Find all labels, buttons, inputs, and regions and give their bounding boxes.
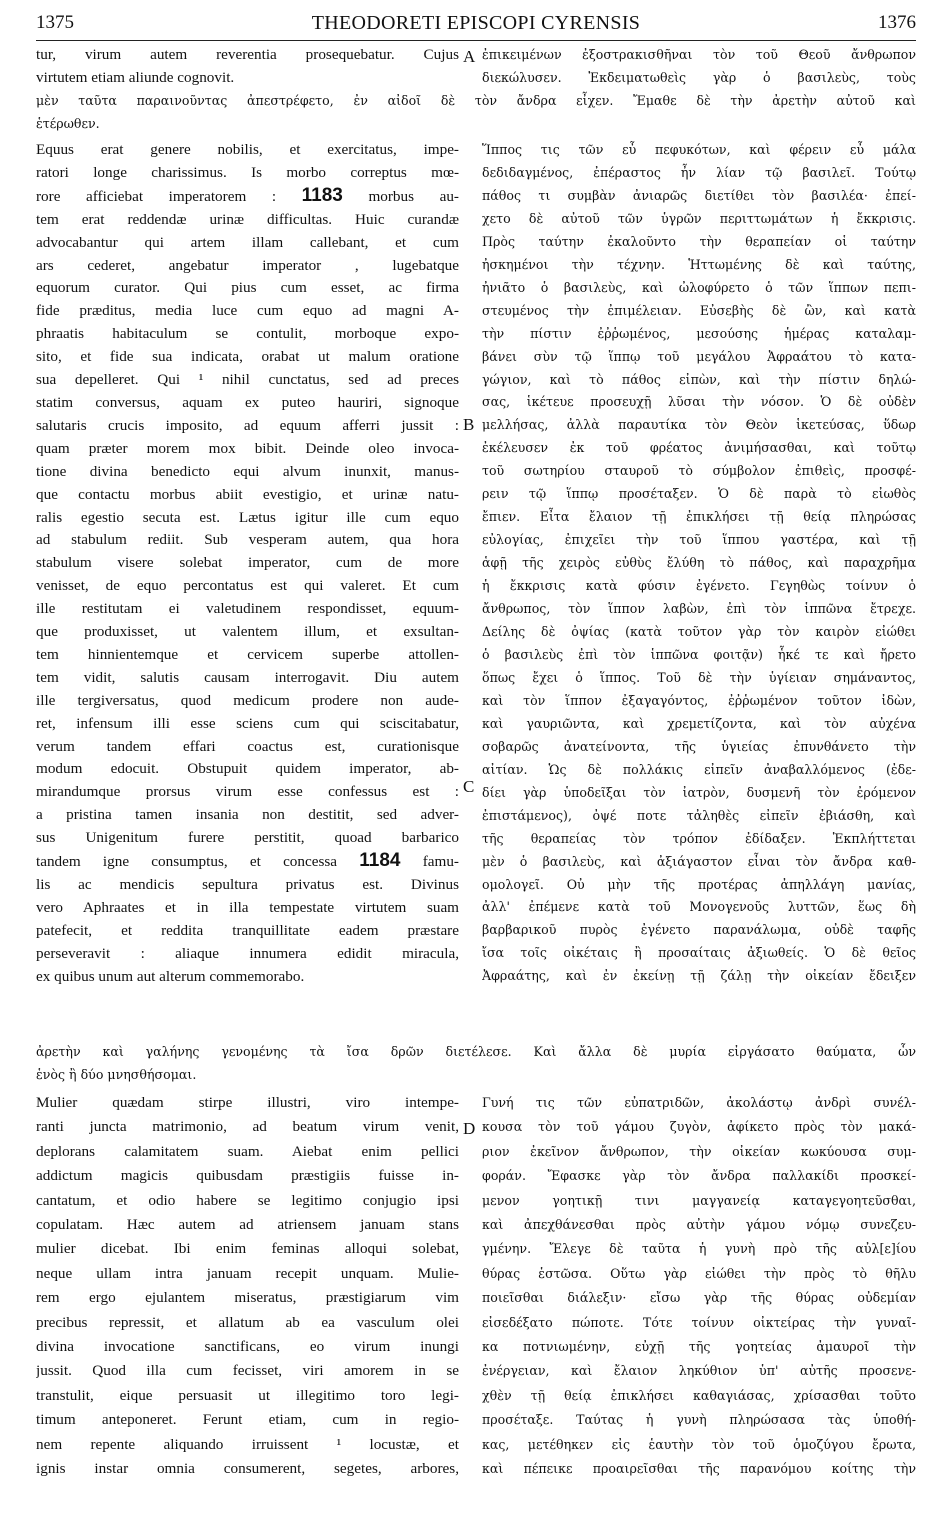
text-line: εἰσεδέξατο πώποτε. Τότε τοίνυν οἰκτείρας τὴν γυναῖ- <box>482 1314 916 1330</box>
text-line: αἰτίαν. Ὡς δὲ πολλάκις εἰπεῖν ἀναβαλλόμενος (ἐδε- <box>482 761 916 777</box>
latin-column-top <box>36 44 459 90</box>
text-line: τὴν πίστιν ἐῤῥωμένος, μεσούσης ἡμέρας καταλαμ- <box>482 325 916 341</box>
text-line: sus Unigenitum furere perstitit, quoad barbarico <box>36 829 459 847</box>
text-line: τοῦ σωτηρίου σταυροῦ τὸ σύμβολον ἐπιθεὶς, προσφέ- <box>482 463 916 479</box>
text-line: ἑνὸς ἢ δύο μνησθήσομαι. <box>36 1066 197 1082</box>
text-line: ille restitutam ei valetudinem respondisset, equum- <box>36 600 459 618</box>
text-line: equorum curator. Qui pius cum esset, ac firma <box>36 279 459 297</box>
text-line: virtutem etiam aliunde cognovit. <box>36 68 235 86</box>
text-line: quam præter morem mox bibit. Deinde oleo invoca- <box>36 439 459 457</box>
text-line: divina invocatione sanctificans, eo virum inungi <box>36 1338 459 1356</box>
text-line: ret, infensum illi esse sciens cum qui sciscitabatur, <box>36 714 459 732</box>
text-line: γμένην. Ἔλεγε δὲ ταῦτα ἡ γυνὴ πρὸ τῆς αὐλ[ε]ίου <box>482 1241 916 1257</box>
text-line: Equus erat genere nobilis, et exercitatus, impe- <box>36 141 459 158</box>
text-line: καὶ πέπεικε προαιρεῖσθαι τῆς παρανόμου κοίτης τὴν <box>482 1461 916 1477</box>
text-line: μὲν ταῦτα παραινοῦντας ἀπεστρέφετο, ἐν αἰδοῖ δὲ τὸν ἄνδρα εἶχεν. Ἔμαθε δὲ τὴν ἀρετὴν αὐτοῦ καὶ <box>36 93 916 108</box>
text-line: ρειν τῷ ἵππῳ προσέταξεν. Ὁ δὲ παρὰ τὸ εἰωθὸς <box>482 486 916 502</box>
text-line: ἔπιεν. Εἶτα ἔλαιον τῇ ἐπικλήσει τῇ θείᾳ πληρώσας <box>482 509 916 525</box>
text-line: μελλήσας, ἀλλὰ παραυτίκα τὸν Θεὸν ἱκετεύσας, ὕδωρ <box>482 417 916 433</box>
text-line: mirandumque prorsus virum esse confessus est : <box>36 783 459 801</box>
text-line: χετο δὲ αὐτοῦ τῶν ὑγρῶν περιττωμάτων ἡ ἔκκρισις. <box>482 210 916 226</box>
text-line: καὶ ἀπεχθάνεσθαι πρὸς αὐτὴν γάμου νόμῳ συνεζευ- <box>482 1217 916 1233</box>
text-line: δίει γὰρ ὑποδεῖξαι τὸν ἰατρὸν, δυσμενῆ τὸν ἐρόμενον <box>482 784 916 800</box>
text-line: βαρβαρικοῦ πυρὸς ἐγένετο παρανάλωμα, οὐδὲ ταφῆς <box>482 922 916 938</box>
text-line: sua depelleret. Qui ¹ nihil cunctatus, sed ad preces <box>36 371 459 389</box>
text-line: μενον γοητικῇ τινι μαγγανείᾳ καταγεγοητεῦσθαι, <box>482 1192 916 1208</box>
text-line: χθὲν τῇ θείᾳ ἐπικλήσει καθαγιάσας, χρίσασθαι τοῦτο <box>482 1387 916 1403</box>
text-line: deplorans calamitatem suam. Aiebat enim pellici <box>36 1142 459 1160</box>
text-line: μὲν ὁ βασιλεὺς, καὶ ἀξιάγαστον εἶναι τὸν ἄνδρα καθ- <box>482 853 916 869</box>
text-line: πάθος τι συμβὰν ἀνιαρῶς διετίθει τὸν βασιλέα· ἐπεί- <box>482 187 916 203</box>
text-line: advocabantur qui artem illam callebant, et cum <box>36 233 459 251</box>
greek-column-section2 <box>482 1091 916 1482</box>
text-line: Ἵππος τις τῶν εὖ πεφυκότων, καὶ φέρειν εὖ μάλα <box>482 142 916 157</box>
text-line: ἁφῇ τῆς χειρὸς εὐθὺς ἔλύθη τὸ πάθος, καὶ παραχρῆμα <box>482 555 916 571</box>
full-width-text-section1 <box>36 1041 916 1087</box>
margin-marker-a: A <box>463 47 476 66</box>
text-line: ignis instar omnia consumerent, segetes, arbores, <box>36 1460 459 1478</box>
margin-marker-d: D <box>463 1119 476 1138</box>
text-line: precibus repressit, et allatum ab ea vasculum olei <box>36 1313 459 1331</box>
text-line: copulatam. Hæc autem ad atriensem januam stans <box>36 1216 459 1234</box>
text-line: transtulit, eique persuasit ut illegitimo toro legi- <box>36 1386 459 1404</box>
text-line: ad stabulum rediit. Sub vesperam autem, qua hora <box>36 531 459 549</box>
column-number: 1183 <box>301 184 343 206</box>
text-line: tur, virum autem reverentia prosequebatur. Cujus <box>36 46 459 63</box>
text-line: ratori longe charissimus. Is morbo correptus mœ- <box>36 163 459 181</box>
text-line: καὶ γαυριῶντα, καὶ χρεμετίζοντα, καὶ τὸν αὐχένα <box>482 715 916 731</box>
text-line: ἐνέργειαν, καὶ ἔλαιον ληκύθιον ὑπ' αὐτῆς προσενε- <box>482 1363 916 1379</box>
text-line: δεδιδαγμένος, ἐπέραστος ἦν λίαν τῷ βασιλεῖ. Τούτῳ <box>482 164 916 180</box>
latin-column-section1 <box>36 139 459 989</box>
text-line: σοβαρῶς ἀνατείνοντα, τῆς ὑγιείας ἐπυνθάνετο τὴν <box>482 738 916 754</box>
text-line: ἴσα τοῖς οἰκέταις ἢ προσαίταις ἀξιωθείς. Ὁ δὲ θεῖος <box>482 945 916 961</box>
text-line: tem hinnientemque et cervicem superbe attollen- <box>36 645 459 663</box>
text-line: salutaris crucis imposito, ad equum afferri jussit : <box>36 416 459 434</box>
text-line: ἐπιστάμενος), ὀψέ ποτε τἀληθὲς εἰπεῖν ἐβιάσθη, καὶ <box>482 807 916 823</box>
text-line: εὐλογίας, ἐπιχεῖει τὴν τοῦ ἵππου γαστέρα, καὶ τῇ <box>482 532 916 548</box>
text-line: ὁ βασιλεὺς ἐπὶ τὸν ἱππῶνα φοιτᾷν) ἧκέ τε καὶ ἤρετο <box>482 646 916 662</box>
text-line: stabulum visere solebat imperator, cum de more <box>36 554 459 572</box>
text-line: mulier dicebat. Ibi enim feminas alloqui solebat, <box>36 1240 459 1258</box>
text-line: statim conversus, aquam ex puteo hauriri, signoque <box>36 393 459 411</box>
text-line: ille tergiversatus, quod medicum prodere non aude- <box>36 691 459 709</box>
text-line: Mulier quædam stirpe illustri, viro intempe- <box>36 1094 459 1111</box>
text-line: tione divina benedicto equi alvum inunxit, manus- <box>36 462 459 480</box>
text-line: σας, ἱκέτευε προσευχῇ λῦσαι τὴν νόσον. Ὁ δὲ οὐδὲν <box>482 394 916 410</box>
text-line: que contactu morbus abiit evestigio, et urinæ natu- <box>36 485 459 503</box>
text-line: tem erat reddendæ urinæ difficultas. Huic curandæ <box>36 210 459 228</box>
text-line: ἀλλ' ἐπέμενε κατὰ τοῦ Μονογενοῦς λυττῶν, ἕως δὴ <box>482 899 916 915</box>
text-line: ἄνθρωπος, τὸν ἵππον λαβὼν, ἐπὶ τὸν ἱππῶνα ἔτρεχε. <box>482 601 916 617</box>
text-line: a pristina tamen insania non destitit, sed adver- <box>36 806 459 824</box>
text-line: neque ullam intra januam recepit unquam. Mulie- <box>36 1264 459 1282</box>
text-line: κουσα τὸν τοῦ γάμου ζυγὸν, ἀφίκετο πρὸς τὸν μακά- <box>482 1119 916 1135</box>
text-line: ποιεῖσθαι διάλεξιν· εἴσω γὰρ τῆς θύρας οὐδεμίαν <box>482 1290 916 1306</box>
margin-marker-b: B <box>463 415 475 434</box>
text-line: timum anteponeret. Ferunt etiam, cum in regio- <box>36 1411 459 1429</box>
text-line: addictum magicis quibusdam præstigiis fuisse in- <box>36 1167 459 1185</box>
text-line: vero Aphraates et in illa tempestate virtutem suam <box>36 898 459 916</box>
text-line: verum tandem effari coactus est, curationisque <box>36 737 459 755</box>
text-line: ἐκέλευσεν ἐκ τοῦ φρέατος ἀνιμήσασθαι, καὶ τοῦτῳ <box>482 440 916 456</box>
text-line: perseveravit : aliaque innumera edidit miracula, <box>36 944 459 962</box>
text-line: διεκώλυσεν. Ἐκδειματωθεὶς γὰρ ὁ βασιλεὺς, τοὺς <box>482 69 916 85</box>
latin-column-section2 <box>36 1091 459 1482</box>
greek-column-section1 <box>482 139 916 988</box>
text-line: ralis egestio secuta est. Lætus igitur ille cum equo <box>36 508 459 526</box>
text-line: ἐπικειμένων ἐξοστρακισθῆναι τὸν τοῦ Θεοῦ ἄνθρωπον <box>482 47 916 62</box>
text-line: ομολογεῖ. Οὐ μὴν τῆς προτέρας ἀπηλλάγη μανίας, <box>482 876 916 892</box>
text-line: ὅπως ἔχει ὁ ἵππος. Τοῦ δὲ τὴν ὑγίειαν σημάναντος, <box>482 669 916 685</box>
text-line: que produxisset, ut valentem illum, et exsultan- <box>36 623 459 641</box>
text-line: Ἀφραάτης, καὶ ἐν ἐκείνῃ τῇ ζάλῃ τὴν οἰκείαν ἔδειξεν <box>482 968 916 984</box>
full-width-text-top <box>36 90 916 136</box>
text-line: Δείλης δὲ ὀψίας (κατὰ τοῦτον γὰρ τὸν καιρὸν εἰώθει <box>482 624 916 640</box>
running-header <box>36 10 916 41</box>
text-line: ἡ ἔκκρισις κατὰ φύσιν ἐγένετο. Γεγηθὼς τοίνυν ὁ <box>482 578 916 594</box>
margin-marker-c: C <box>463 777 475 796</box>
text-line: cantatum, et odio habere se legitimo conjugio ipsi <box>36 1191 459 1209</box>
page-number-right: 1376 <box>878 12 916 33</box>
text-line: καὶ τὸν ἵππον ἐξαγαγόντος, ἐῤῥωμένον τοῦτον ἰδὼν, <box>482 692 916 708</box>
running-title: THEODORETI EPISCOPI CYRENSIS <box>311 12 641 34</box>
text-line: tandem igne consumptus, et concessa 1184 famu- <box>36 850 459 872</box>
text-line: rem ergo ejulantem miseratus, præstigiarum vim <box>36 1289 459 1307</box>
text-line: ἑτέρωθεν. <box>36 115 100 131</box>
text-line: κας, μετέθηκεν εἰς ἑαυτὴν τὸν τοῦ ὁμοζύγου ἔρωτα, <box>482 1436 916 1452</box>
text-line: venisset, de equo percontatus est qui valeret. Et cum <box>36 577 459 595</box>
text-line: κα ποτνιωμένην, εὐχῇ τῆς γοητείας ἀμαυροῖ τὴν <box>482 1339 916 1355</box>
text-line: nem repente aliquando irruissent ¹ locustæ, et <box>36 1435 459 1453</box>
text-line: Γυνή τις τῶν εὐπατριδῶν, ἀκολάστῳ ἀνδρὶ συνέλ- <box>482 1095 916 1110</box>
column-number: 1184 <box>359 850 401 872</box>
text-line: tem vidit, salutis causam interrogavit. Diu autem <box>36 668 459 686</box>
text-line: modum edocuit. Obstupuit quidem imperator, ab- <box>36 760 459 778</box>
text-line: lis ac mendicis sepultura privatus est. Divinus <box>36 876 459 893</box>
text-line: βάνει σὺν τῷ ἵππῳ τοῦ μεγάλου Ἀφραάτου τὸ κατα- <box>482 348 916 364</box>
text-line: στευμένος τὴν ἐπιμέλειαν. Εὐσεβὴς δὲ ὢν, καὶ κατὰ <box>482 302 916 318</box>
text-line: rore afficiebat imperatorem : 1183 morbus au- <box>36 184 459 206</box>
text-line: ranti juncta matrimonio, ad beatum virum venit, <box>36 1118 459 1136</box>
text-line: patefecit, et reddita tranquillitate eadem præstare <box>36 921 459 939</box>
text-line: sito, et fide sua indicata, orabat ut malum oratione <box>36 348 459 366</box>
text-line: jussit. Quod illa cum fecisset, viri amorem in se <box>36 1362 459 1380</box>
text-line: θύρας ἑστῶσα. Οὕτω γὰρ εἰώθει τὴν πρὸς τὸ θῆλυ <box>482 1265 916 1281</box>
text-line: Πρὸς ταύτην ἐκαλοῦντο τὴν θεραπείαν οἱ ταύτην <box>482 233 916 249</box>
text-line: προσέταξε. Ταύτας ἡ γυνὴ πληρώσασα τὰς ὑποθή- <box>482 1412 916 1428</box>
text-line: ex quibus unum aut alterum commemorabo. <box>36 967 305 985</box>
page-number-left: 1375 <box>36 12 74 33</box>
text-line: ἠνιᾶτο ὁ βασιλεὺς, καὶ ὠλοφύρετο ὁ τῶν ἵππων πεπι- <box>482 279 916 295</box>
text-line: ἀρετὴν καὶ γαλήνης γενομένης τὰ ἴσα δρῶν διετέλεσε. Καὶ ἄλλα δὲ μυρία εἰργάσατο θαύματα, ὧν <box>36 1044 916 1059</box>
greek-column-top <box>482 44 916 90</box>
text-line: ars cederet, angebatur imperator , lugebatque <box>36 256 459 274</box>
text-line: fide præditus, media luce cum equo ad magni A- <box>36 302 459 320</box>
text-line: phraatis habitaculum se contulit, morboque expo- <box>36 325 459 343</box>
text-line: φοράν. Ἔφασκε γὰρ τὸν ἄνδρα παλλακίδι προσκεί- <box>482 1168 916 1184</box>
text-line: τῆς θεραπείας τὸν τρόπον ἐδίδαξεν. Ἐκπλήττεται <box>482 830 916 846</box>
text-line: ριον ἐκεῖνον ἄνθρωπον, τὴν οἰκείαν κωκύουσα συμ- <box>482 1143 916 1159</box>
text-line: ἠσκημένοι τὴν τέχνην. Ἡττωμένης δὲ καὶ ταύτης, <box>482 256 916 272</box>
text-line: γώγιον, καὶ τὸ πάθος εἰπὼν, καὶ τὴν πίστιν δηλώ- <box>482 371 916 387</box>
